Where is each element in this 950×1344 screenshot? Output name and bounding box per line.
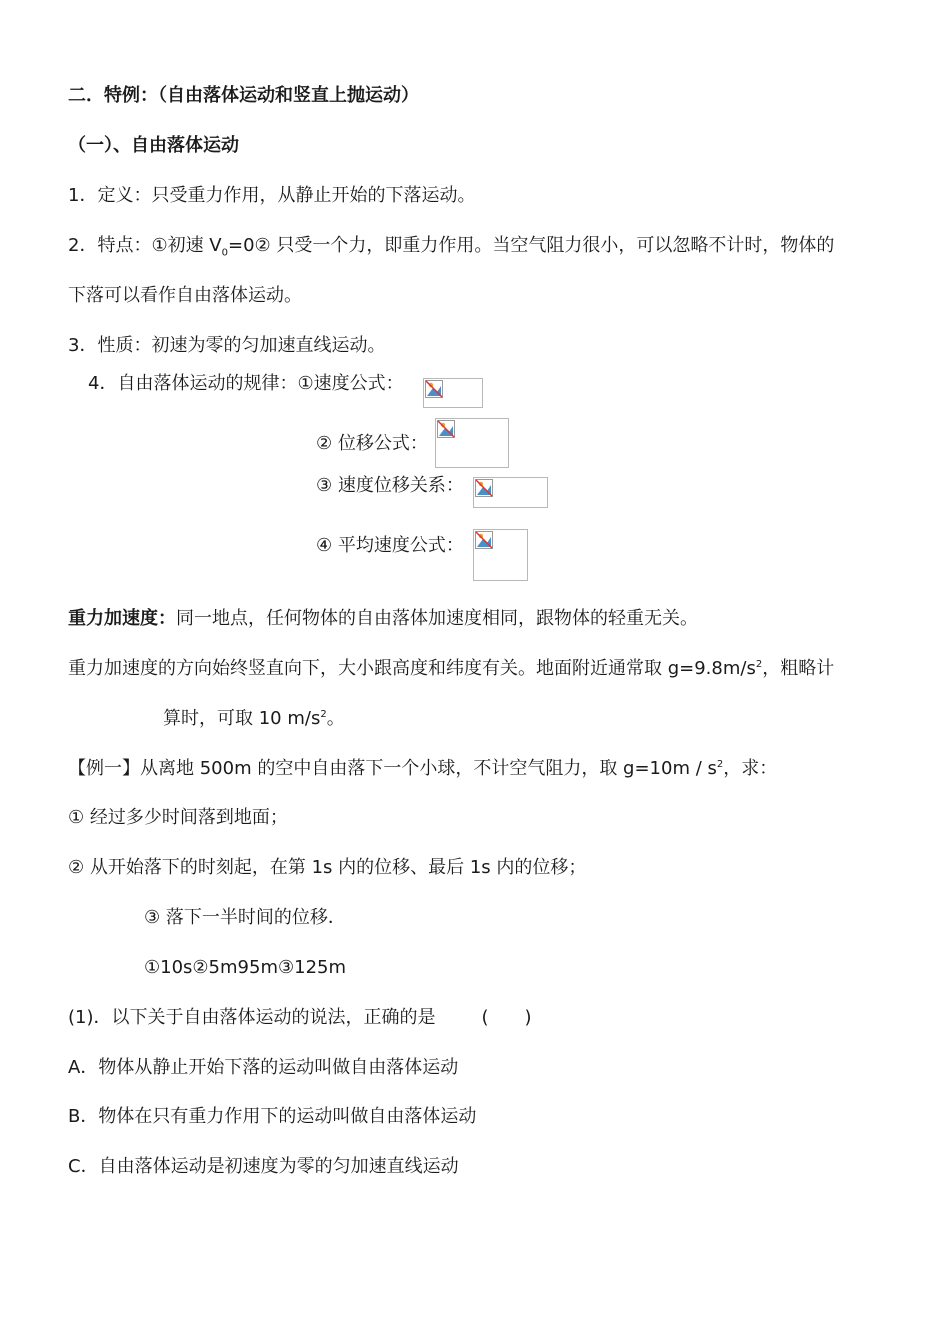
example-question-3: ③ 落下一半时间的位移． xyxy=(144,907,346,928)
velocity-formula-image xyxy=(423,378,483,408)
answer-blank: ( ) xyxy=(481,1007,532,1028)
example-stem: 【例一】从离地 500m 的空中自由落下一个小球，不计空气阻力，取 $g=10m / s^2$，求： xyxy=(68,758,778,779)
broken-image-icon xyxy=(475,531,493,549)
laws-intro: 4．自由落体运动的规律：①速度公式： xyxy=(88,373,404,394)
features-line-2: 下落可以看作自由落体运动。 xyxy=(68,285,302,306)
option-a: A．物体从静止开始下落的运动叫做自由落体运动 xyxy=(68,1057,459,1078)
option-c: C．自由落体运动是初速度为零的匀加速直线运动 xyxy=(68,1156,459,1177)
example-question-2: ② 从开始落下的时刻起，在第 1s 内的位移、最后 1s 内的位移； xyxy=(68,857,587,878)
example-answer: ①10s②5m95m③125m xyxy=(144,957,347,978)
example-question-1: ① 经过多少时间落到地面； xyxy=(68,807,288,828)
gravity-direction-line: 重力加速度的方向始终竖直向下，大小跟高度和纬度有关。地面附近通常取 $g=9.8m/s^2$，粗略计 xyxy=(68,658,835,679)
average-velocity-formula-image xyxy=(473,529,528,581)
velocity-displacement-label: ③ 速度位移关系： xyxy=(316,475,464,496)
definition-text: 1．定义：只受重力作用，从静止开始的下落运动。 xyxy=(68,185,476,206)
features-line-1: 2．特点：①初速 $V_0=0②$ 只受一个力，即重力作用。当空气阻力很小，可以忽略不计时，物体的 xyxy=(68,235,835,259)
average-velocity-label: ④ 平均速度公式： xyxy=(316,535,464,556)
gravity-approx-line: 算时，可取 10 $m/s^2$。 xyxy=(163,708,345,729)
question-stem: (1)．以下关于自由落体运动的说法，正确的是 ( ) xyxy=(68,1007,532,1028)
velocity-displacement-formula-image xyxy=(473,477,548,508)
displacement-formula-image xyxy=(435,418,509,468)
displacement-label: ② 位移公式： xyxy=(316,433,428,454)
sub-heading: （一）、自由落体运动 xyxy=(68,135,239,156)
gravity-definition: 重力加速度：同一地点，任何物体的自由落体加速度相同，跟物体的轻重无关。 xyxy=(68,608,698,629)
broken-image-icon xyxy=(425,380,443,398)
option-b: B．物体在只有重力作用下的运动叫做自由落体运动 xyxy=(68,1106,477,1127)
nature-text: 3．性质：初速为零的匀加速直线运动。 xyxy=(68,335,386,356)
section-heading: 二．特例：（自由落体运动和竖直上抛运动） xyxy=(68,85,419,106)
broken-image-icon xyxy=(437,420,455,438)
broken-image-icon xyxy=(475,479,493,497)
